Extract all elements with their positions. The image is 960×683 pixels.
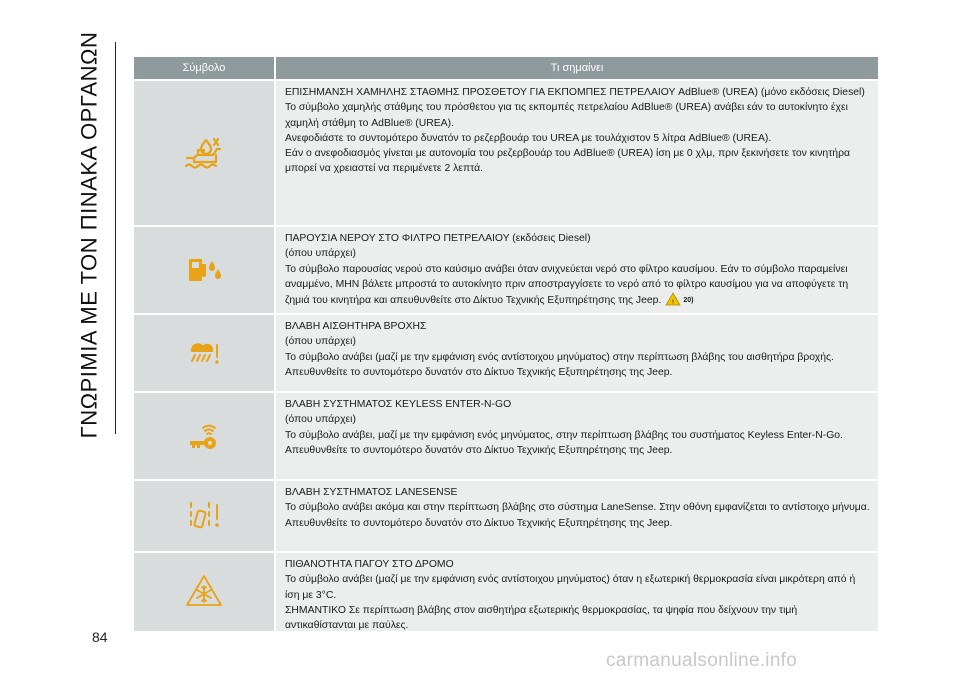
- paragraph: Απευθυνθείτε το συντομότερο δυνατόν στο Δίκτυο Τεχνικής Εξυπηρέτησης της Jeep.: [285, 366, 673, 378]
- paragraph: ΠΙΘΑΝΟΤΗΤΑ ΠΑΓΟΥ ΣΤΟ ΔΡΟΜΟ: [285, 559, 454, 570]
- table-row: [134, 315, 878, 393]
- reference-number: 20): [683, 297, 694, 305]
- watermark: carmanualsonline.info: [606, 650, 798, 671]
- adblue-low-level-icon: [184, 136, 224, 170]
- paragraph: ΒΛΑΒΗ ΣΥΣΤΗΜΑΤΟΣ KEYLESS ENTER-N-GO: [285, 399, 512, 410]
- table-row: [134, 81, 878, 227]
- table-header: [134, 57, 878, 81]
- warning-triangle-icon: [665, 292, 681, 306]
- water-in-diesel-filter-icon: [186, 255, 222, 285]
- paragraph: Απευθυνθείτε το συντομότερο δυνατόν στο Δίκτυο Τεχνικής Εξυπηρέτησης της Jeep.: [285, 517, 673, 529]
- header-meaning: Τι σημαίνει: [550, 62, 604, 74]
- paragraph: Εάν ο ανεφοδιασμός γίνεται με αυτονομία του ρεζερβουάρ του AdBlue® (UREA) ίση με 0 χλμ, πριν ξεκινήσετε τον κινητήρα μπορεί να χρειαστεί να περιμένετε 2 λεπτά.: [285, 148, 851, 175]
- paragraph: Το σύμβολο χαμηλής στάθμης του πρόσθετου για τις εκπομπές πετρελαίου AdBlue® (UREA) ανάβει εάν το αυτοκίνητο έχει χαμηλή στάθμη το AdBlue® (UREA).: [285, 102, 848, 129]
- table-row: [134, 481, 878, 553]
- paragraph: (όπου υπάρχει): [285, 336, 356, 348]
- paragraph: ΕΠΙΣΗΜΑΝΣΗ ΧΑΜΗΛΗΣ ΣΤΑΘΜΗΣ ΠΡΟΣΘΕΤΟΥ ΓΙΑ ΕΚΠΟΜΠΕΣ ΠΕΤΡΕΛΑΙΟΥ AdBlue® (UREA) (μόνο εκδόσεις Diesel): [285, 87, 865, 98]
- paragraph: Το σύμβολο ανάβει (μαζί με την εμφάνιση ενός αντίστοιχου μηνύματος) όταν η εξωτερική θερμοκρασία είναι μικρότερη από ή ίση με 3°C.: [285, 574, 856, 601]
- keyless-enter-n-go-failure-icon: [186, 419, 222, 453]
- paragraph: Το σύμβολο παρουσίας νερού στο καύσιμο ανάβει όταν ανιχνεύεται νερό στο φίλτρο καυσίμου. Εάν το σύμβολο παραμείνει αναμμένο, ΜΗΝ βάλετε μπροστά το αυτοκίνητο πριν αποστραγγίσετε το νερό από το φίλτρο καυσίμου για να αποφύγετε τη ζημιά του κινητήρα και απευθυνθείτε στο Δίκτυο Τεχνικής Εξυπηρέτησης της Jeep.: [285, 263, 849, 307]
- lanesense-failure-icon: [186, 499, 222, 533]
- svg-text:!: !: [672, 299, 675, 306]
- page-number: 84: [92, 629, 108, 645]
- paragraph: Ανεφοδιάστε το συντομότερο δυνατόν το ρεζερβουάρ του UREA με τουλάχιστον 5 λίτρα AdBlue® (UREA).: [285, 132, 772, 144]
- paragraph: Το σύμβολο ανάβει, μαζί με την εμφάνιση ενός μηνύματος, στην περίπτωση βλάβης του συστήματος Keyless Enter-N-Go.: [285, 429, 843, 441]
- paragraph: ΠΑΡΟΥΣΙΑ ΝΕΡΟΥ ΣΤΟ ΦΙΛΤΡΟ ΠΕΤΡΕΛΑΙΟΥ (εκδόσεις Diesel): [285, 233, 591, 244]
- paragraph: Απευθυνθείτε το συντομότερο δυνατόν στο Δίκτυο Τεχνικής Εξυπηρέτησης της Jeep.: [285, 444, 673, 456]
- paragraph: (όπου υπάρχει): [285, 414, 356, 426]
- table-row: [134, 393, 878, 481]
- ice-on-road-icon: [184, 574, 224, 610]
- warning-symbols-table: [134, 57, 878, 633]
- table-row: [134, 227, 878, 315]
- paragraph: ΣΗΜΑΝΤΙΚΟ Σε περίπτωση βλάβης στον αισθητήρα εξωτερικής θερμοκρασίας, τα ψηφία που δείχνουν την τιμή αντικαθίστανται με παύλες.: [285, 604, 798, 632]
- rain-sensor-failure-icon: [186, 339, 222, 367]
- table-row: [134, 553, 878, 633]
- paragraph: ΒΛΑΒΗ ΑΙΣΘΗΤΗΡΑ ΒΡΟΧΗΣ: [285, 321, 427, 332]
- paragraph: ΒΛΑΒΗ ΣΥΣΤΗΜΑΤΟΣ LANESENSE: [285, 487, 458, 498]
- paragraph: Το σύμβολο ανάβει (μαζί με την εμφάνιση ενός αντίστοιχου μηνύματος) στην περίπτωση βλάβης του αισθητήρα βροχής.: [285, 351, 834, 363]
- header-symbol: Σύμβολο: [134, 57, 276, 79]
- paragraph: Το σύμβολο ανάβει ακόμα και στην περίπτωση βλάβης στο σύστημα LaneSense. Στην οθόνη εμφανίζεται το αντίστοιχο μήνυμα.: [285, 502, 870, 514]
- paragraph: (όπου υπάρχει): [285, 248, 356, 260]
- side-chapter-title: ΓΝΩΡΙΜΙΑ ΜΕ ΤΟΝ ΠΙΝΑΚΑ ΟΡΓΑΝΩΝ: [76, 31, 102, 439]
- side-divider: [115, 42, 116, 434]
